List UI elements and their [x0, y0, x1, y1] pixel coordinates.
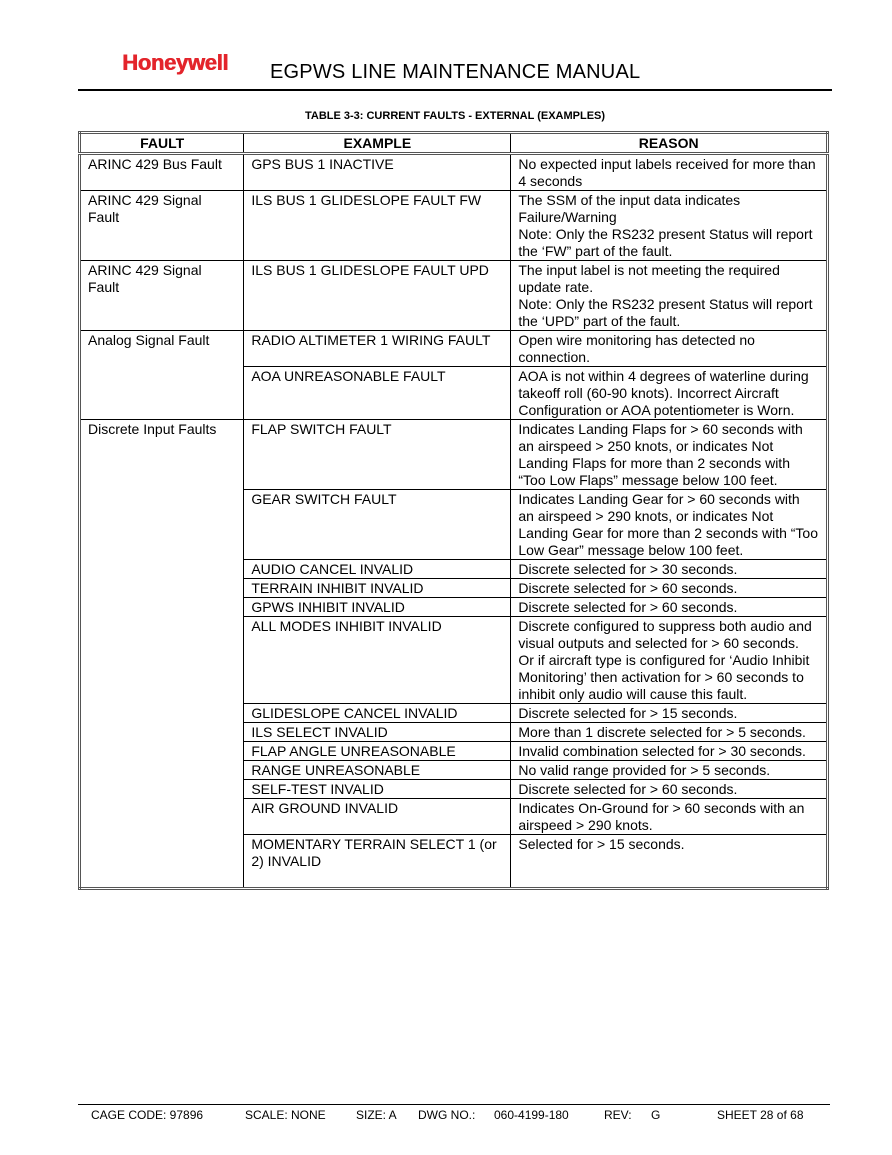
- example-cell: SELF-TEST INVALID: [244, 780, 511, 799]
- dwg-number: 060-4199-180: [494, 1108, 569, 1122]
- example-cell: FLAP ANGLE UNREASONABLE: [244, 742, 511, 761]
- fault-cell: ARINC 429 Signal Fault: [80, 191, 244, 261]
- fault-cell: ARINC 429 Bus Fault: [80, 154, 244, 191]
- document-title: EGPWS LINE MAINTENANCE MANUAL: [270, 61, 641, 83]
- example-cell: GLIDESLOPE CANCEL INVALID: [244, 704, 511, 723]
- example-cell: AOA UNREASONABLE FAULT: [244, 367, 511, 420]
- reason-cell: Indicates Landing Gear for > 60 seconds with an airspeed > 290 knots, or indicates Not Landing Gear for more than 2 seconds with “Too Low Gear” message below 100 feet.: [511, 490, 828, 560]
- reason-cell: Selected for > 15 seconds.: [511, 835, 828, 889]
- reason-cell: Open wire monitoring has detected no connection.: [511, 331, 828, 367]
- example-cell: TERRAIN INHIBIT INVALID: [244, 579, 511, 598]
- fault-cell: Analog Signal Fault: [80, 331, 244, 420]
- example-cell: ILS BUS 1 GLIDESLOPE FAULT UPD: [244, 261, 511, 331]
- reason-cell: Discrete selected for > 60 seconds.: [511, 598, 828, 617]
- reason-cell: Discrete selected for > 15 seconds.: [511, 704, 828, 723]
- example-cell: RANGE UNREASONABLE: [244, 761, 511, 780]
- reason-cell: The input label is not meeting the required update rate. Note: Only the RS232 present Status will report the ‘UPD” part of the fault.: [511, 261, 828, 331]
- column-header-example: EXAMPLE: [244, 133, 511, 154]
- cage-code: CAGE CODE: 97896: [91, 1108, 204, 1122]
- example-cell: GPWS INHIBIT INVALID: [244, 598, 511, 617]
- reason-cell: Discrete selected for > 60 seconds.: [511, 780, 828, 799]
- header-divider: [78, 89, 832, 91]
- fault-cell: ARINC 429 Signal Fault: [80, 261, 244, 331]
- reason-cell: No expected input labels received for more than 4 seconds: [511, 154, 828, 191]
- table-header-row: [80, 133, 828, 154]
- reason-cell: Invalid combination selected for > 30 seconds.: [511, 742, 828, 761]
- dwg-label: DWG NO.:: [418, 1108, 476, 1122]
- reason-cell: The SSM of the input data indicates Failure/Warning Note: Only the RS232 present Status will report the ‘FW” part of the fault.: [511, 191, 828, 261]
- table-row: [80, 191, 828, 261]
- example-cell: ALL MODES INHIBIT INVALID: [244, 617, 511, 704]
- example-cell: MOMENTARY TERRAIN SELECT 1 (or 2) INVALID: [244, 835, 511, 889]
- scale: SCALE: NONE: [245, 1108, 326, 1122]
- example-cell: GEAR SWITCH FAULT: [244, 490, 511, 560]
- table-row: [80, 420, 828, 490]
- example-cell: ILS BUS 1 GLIDESLOPE FAULT FW: [244, 191, 511, 261]
- footer-divider: [78, 1104, 830, 1105]
- fault-cell: Discrete Input Faults: [80, 420, 244, 889]
- reason-cell: AOA is not within 4 degrees of waterline during takeoff roll (60-90 knots). Incorrect Aircraft Configuration or AOA potentiometer is Worn.: [511, 367, 828, 420]
- reason-cell: Indicates On-Ground for > 60 seconds with an airspeed > 290 knots.: [511, 799, 828, 835]
- revision: G: [651, 1108, 661, 1122]
- table-row: [80, 331, 828, 367]
- reason-cell: Discrete selected for > 30 seconds.: [511, 560, 828, 579]
- reason-cell: Discrete configured to suppress both audio and visual outputs and selected for > 60 seconds. Or if aircraft type is configured for ‘Audio Inhibit Monitoring’ then activation for > 60 seconds to inhibit only audio will cause this fault.: [511, 617, 828, 704]
- example-cell: AIR GROUND INVALID: [244, 799, 511, 835]
- example-cell: FLAP SWITCH FAULT: [244, 420, 511, 490]
- sheet-number: SHEET 28 of 68: [717, 1108, 804, 1122]
- example-cell: RADIO ALTIMETER 1 WIRING FAULT: [244, 331, 511, 367]
- table-row: [80, 261, 828, 331]
- column-header-reason: REASON: [511, 133, 828, 154]
- reason-cell: Discrete selected for > 60 seconds.: [511, 579, 828, 598]
- table-caption: TABLE 3-3: CURRENT FAULTS - EXTERNAL (EXAMPLES): [304, 110, 606, 122]
- rev-label: REV:: [604, 1108, 632, 1122]
- honeywell-logo: Honeywell: [122, 50, 229, 75]
- column-header-fault: FAULT: [80, 133, 244, 154]
- reason-cell: Indicates Landing Flaps for > 60 seconds with an airspeed > 250 knots, or indicates Not Landing Flaps for more than 2 seconds with “Too Low Flaps” message below 100 feet.: [511, 420, 828, 490]
- table-row: [80, 154, 828, 191]
- size: SIZE: A: [356, 1108, 397, 1122]
- example-cell: GPS BUS 1 INACTIVE: [244, 154, 511, 191]
- current-faults-table: [78, 131, 829, 890]
- example-cell: AUDIO CANCEL INVALID: [244, 560, 511, 579]
- example-cell: ILS SELECT INVALID: [244, 723, 511, 742]
- reason-cell: More than 1 discrete selected for > 5 seconds.: [511, 723, 828, 742]
- reason-cell: No valid range provided for > 5 seconds.: [511, 761, 828, 780]
